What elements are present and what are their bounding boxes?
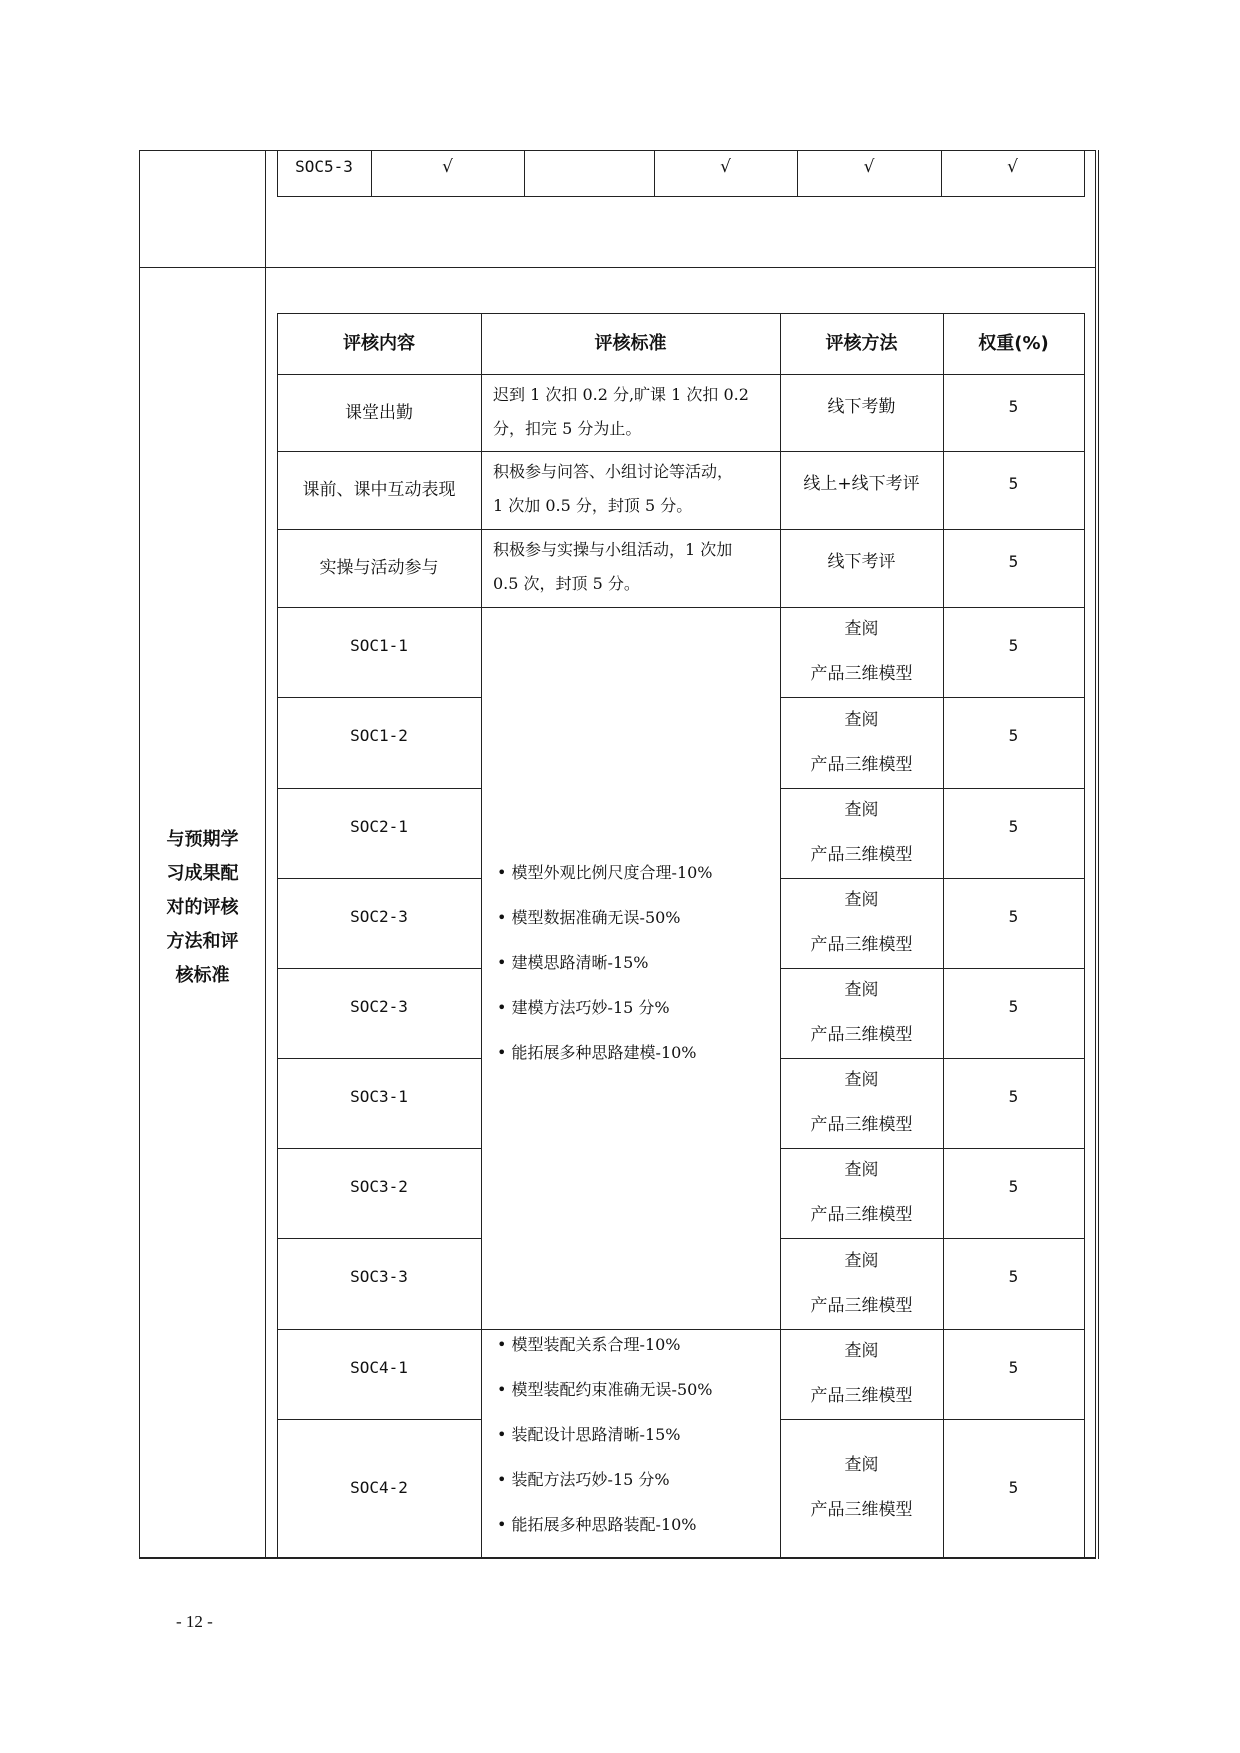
soc-method-line: 查阅 bbox=[844, 800, 879, 820]
soc-code: SOC4-1 bbox=[350, 1358, 408, 1377]
page-number: - 12 - bbox=[176, 1612, 213, 1631]
row-content: 课前、课中互动表现 bbox=[302, 480, 456, 500]
soc-method bbox=[780, 697, 943, 788]
criteria-item: • 装配设计思路清晰-15% bbox=[497, 1412, 780, 1457]
criteria-item: • 能拓展多种思路装配-10% bbox=[497, 1502, 780, 1547]
top-row-code: SOC5-3 bbox=[295, 157, 353, 176]
section-label-line: 与预期学 bbox=[166, 829, 239, 850]
section-label-line: 对的评核 bbox=[166, 897, 239, 918]
row-standard bbox=[481, 529, 780, 607]
header-standard: 评核标准 bbox=[594, 332, 667, 354]
row-method: 线上+线下考评 bbox=[803, 474, 920, 494]
row-standard-line: 迟到 1 次扣 0.2 分,旷课 1 次扣 0.2 bbox=[493, 385, 749, 404]
soc-code: SOC1-2 bbox=[350, 726, 408, 745]
row-standard-line: 1 次加 0.5 分，封顶 5 分。 bbox=[493, 496, 693, 515]
soc-weight: 5 bbox=[1008, 1358, 1019, 1377]
criteria-item: • 模型数据准确无误-50% bbox=[497, 895, 780, 940]
row-standard-line: 分，扣完 5 分为止。 bbox=[493, 419, 642, 438]
row-standard-line: 积极参与问答、小组讨论等活动， bbox=[493, 462, 734, 481]
soc-method bbox=[780, 1419, 943, 1557]
row-standard-line: 积极参与实操与小组活动，1 次加 bbox=[493, 540, 733, 559]
assembly-criteria-list bbox=[481, 1322, 780, 1547]
soc-method-line: 查阅 bbox=[844, 1341, 879, 1361]
row-standard bbox=[481, 374, 780, 451]
row-weight: 5 bbox=[1008, 396, 1019, 416]
section-label-line: 习成果配 bbox=[166, 863, 239, 884]
criteria-item: • 模型装配约束准确无误-50% bbox=[497, 1367, 780, 1412]
soc-method-line: 产品三维模型 bbox=[810, 1500, 913, 1520]
criteria-item: • 模型装配关系合理-10% bbox=[497, 1322, 780, 1367]
row-standard-line: 0.5 次，封顶 5 分。 bbox=[493, 574, 640, 593]
top-row-mark: √ bbox=[720, 157, 731, 177]
criteria-item: • 建模方法巧妙-15 分% bbox=[497, 985, 780, 1030]
soc-weight: 5 bbox=[1008, 907, 1019, 926]
soc-weight: 5 bbox=[1008, 817, 1019, 836]
soc-method-line: 产品三维模型 bbox=[810, 664, 913, 684]
soc-method-line: 查阅 bbox=[844, 1160, 879, 1180]
header-content: 评核内容 bbox=[343, 332, 415, 354]
criteria-item: • 装配方法巧妙-15 分% bbox=[497, 1457, 780, 1502]
soc-weight: 5 bbox=[1008, 636, 1019, 655]
soc-method-line: 查阅 bbox=[844, 1455, 879, 1475]
soc-method-line: 产品三维模型 bbox=[810, 845, 913, 865]
soc-weight: 5 bbox=[1008, 1177, 1019, 1196]
soc-method-line: 产品三维模型 bbox=[810, 1115, 913, 1135]
soc-code: SOC2-3 bbox=[350, 997, 408, 1016]
row-standard bbox=[481, 451, 780, 529]
row-weight: 5 bbox=[1008, 474, 1019, 493]
soc-weight: 5 bbox=[1008, 997, 1019, 1016]
header-weight: 权重(%) bbox=[978, 332, 1049, 354]
outer-bottom-border bbox=[139, 1557, 1096, 1559]
soc-code: SOC4-2 bbox=[350, 1478, 408, 1497]
soc-code: SOC1-1 bbox=[350, 636, 408, 655]
row-weight: 5 bbox=[1008, 552, 1019, 571]
label-column-divider bbox=[265, 150, 266, 1559]
top-table-bottom-line bbox=[277, 196, 1084, 197]
soc-method-line: 查阅 bbox=[844, 980, 879, 1000]
soc-method-line: 产品三维模型 bbox=[810, 754, 913, 775]
top-table-top-line bbox=[277, 150, 1084, 151]
soc-weight: 5 bbox=[1008, 1087, 1019, 1106]
soc-code: SOC3-3 bbox=[350, 1267, 408, 1286]
criteria-item: • 建模思路清晰-15% bbox=[497, 940, 780, 985]
soc-method bbox=[780, 1058, 943, 1148]
top-row-mark: √ bbox=[442, 157, 453, 177]
soc-weight: 5 bbox=[1008, 1478, 1019, 1497]
soc-method bbox=[780, 968, 943, 1058]
soc-method bbox=[780, 788, 943, 878]
soc-method-line: 查阅 bbox=[844, 1250, 879, 1271]
row-content: 课堂出勤 bbox=[345, 402, 413, 423]
soc-method-line: 产品三维模型 bbox=[810, 1295, 913, 1316]
outer-right-border bbox=[1095, 150, 1096, 1559]
top-row-mark: √ bbox=[1007, 157, 1018, 177]
top-table-vline bbox=[1084, 150, 1085, 197]
section-divider bbox=[139, 267, 1096, 268]
soc-method-line: 查阅 bbox=[844, 890, 879, 910]
soc-method-line: 产品三维模型 bbox=[810, 1025, 913, 1045]
top-row-mark bbox=[524, 152, 654, 182]
soc-method-line: 产品三维模型 bbox=[810, 1386, 913, 1406]
soc-method-line: 查阅 bbox=[844, 709, 879, 730]
section-label bbox=[140, 823, 265, 993]
soc-code: SOC2-3 bbox=[350, 907, 408, 926]
soc-method-line: 产品三维模型 bbox=[810, 935, 913, 955]
soc-method-line: 查阅 bbox=[844, 1070, 879, 1090]
soc-method bbox=[780, 1238, 943, 1329]
model-criteria-list bbox=[481, 850, 780, 1075]
soc-code: SOC3-2 bbox=[350, 1177, 408, 1196]
soc-weight: 5 bbox=[1008, 726, 1019, 745]
top-row-mark: √ bbox=[863, 157, 875, 177]
soc-method bbox=[780, 1329, 943, 1419]
soc-method bbox=[780, 878, 943, 968]
soc-method bbox=[780, 607, 943, 697]
soc-weight: 5 bbox=[1008, 1267, 1019, 1286]
criteria-item: • 能拓展多种思路建模-10% bbox=[497, 1030, 780, 1075]
row-method: 线下考勤 bbox=[827, 396, 896, 417]
row-content: 实操与活动参与 bbox=[319, 558, 439, 578]
outer-right-inner-border bbox=[1098, 150, 1099, 1559]
section-label-line: 方法和评 bbox=[166, 931, 239, 952]
main-table-vline bbox=[1084, 313, 1085, 1558]
soc-code: SOC3-1 bbox=[350, 1087, 408, 1106]
soc-code: SOC2-1 bbox=[350, 817, 408, 836]
header-method: 评核方法 bbox=[825, 332, 898, 354]
section-label-line: 核标准 bbox=[175, 965, 230, 986]
soc-method-line: 查阅 bbox=[844, 619, 879, 639]
row-method: 线下考评 bbox=[827, 552, 896, 572]
soc-method-line: 产品三维模型 bbox=[810, 1205, 913, 1225]
soc-method bbox=[780, 1148, 943, 1238]
criteria-item: • 模型外观比例尺度合理-10% bbox=[497, 850, 780, 895]
